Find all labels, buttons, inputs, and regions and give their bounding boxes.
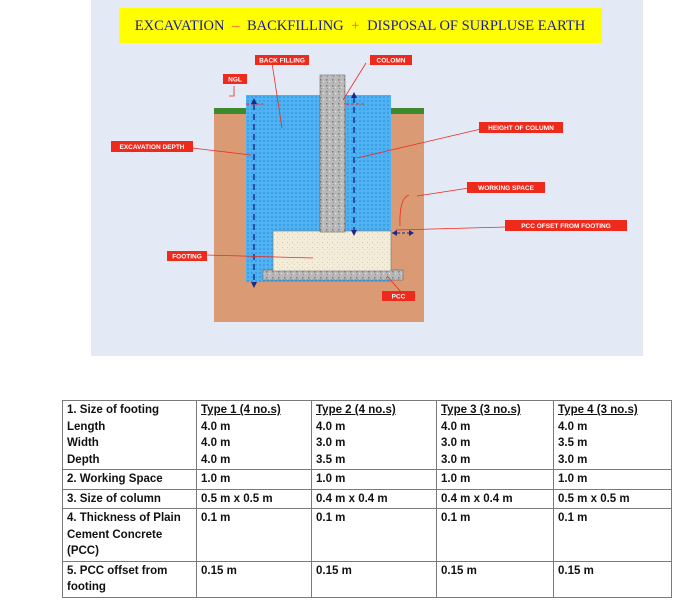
table-cell: 0.1 m <box>554 509 672 562</box>
label-footing <box>167 251 207 261</box>
column <box>320 75 345 232</box>
label-height-of-column <box>479 122 563 133</box>
title-word-excavation: EXCAVATION <box>134 18 225 34</box>
svg-text:EXCAVATION DEPTH: EXCAVATION DEPTH <box>119 144 185 151</box>
type-2-header: Type 2 (4 no.s) <box>316 404 396 416</box>
grass-left <box>214 108 249 114</box>
table-row <box>63 509 672 562</box>
label-pcc <box>382 291 415 301</box>
svg-text:PCC OFSET FROM FOOTING: PCC OFSET FROM FOOTING <box>521 223 611 230</box>
svg-text:COLOMN: COLOMN <box>376 57 406 65</box>
row-label-working-space: 2. Working Space <box>63 470 197 490</box>
label-back-filling <box>255 55 309 65</box>
title-dash: – <box>232 18 240 34</box>
label-ngl <box>223 74 247 84</box>
table-cell: 0.1 m <box>197 509 312 562</box>
table-cell: 0.5 m x 0.5 m <box>197 489 312 509</box>
title-word-backfilling: BACKFILLING <box>246 18 344 34</box>
footing-block <box>273 231 391 271</box>
row-label-pcc-thickness: 4. Thickness of Plain Cement Concrete (PCC) <box>63 509 197 562</box>
table-cell: 0.4 m x 0.4 m <box>312 489 437 509</box>
diagram-title <box>135 18 586 34</box>
table-cell: 0.15 m <box>312 561 437 597</box>
table-cell: 0.15 m <box>554 561 672 597</box>
svg-text:NGL: NGL <box>228 76 242 84</box>
table-row <box>63 561 672 597</box>
table-cell: 0.4 m x 0.4 m <box>437 489 554 509</box>
label-excavation-depth <box>111 141 193 152</box>
table-cell: 1.0 m <box>312 470 437 490</box>
row-label-pcc-offset: 5. PCC offset from footing <box>63 561 197 597</box>
row-label-column-size: 3. Size of column <box>63 489 197 509</box>
label-pcc-offset <box>505 220 627 231</box>
table-cell: 1.0 m <box>437 470 554 490</box>
type-3-header: Type 3 (3 no.s) <box>441 404 521 416</box>
label-column <box>370 55 412 65</box>
table-cell: 1.0 m <box>554 470 672 490</box>
type-1-footing-cell: Type 1 (4 no.s) 4.0 m 4.0 m 4.0 m <box>197 401 312 470</box>
diagram-panel <box>91 0 643 356</box>
type-3-footing-cell: Type 3 (3 no.s) 4.0 m 3.0 m 3.0 m <box>437 401 554 470</box>
table-cell: 1.0 m <box>197 470 312 490</box>
type-4-footing-cell: Type 4 (3 no.s) 4.0 m 3.5 m 3.0 m <box>554 401 672 470</box>
svg-text:WORKING SPACE: WORKING SPACE <box>478 185 534 192</box>
table-cell: 0.15 m <box>197 561 312 597</box>
pcc-base <box>263 270 403 280</box>
row-label-footing-size: 1. Size of footing Length Width Depth <box>63 401 197 470</box>
label-working-space <box>467 182 545 193</box>
title-word-disposal: DISPOSAL OF SURPLUSE EARTH <box>367 18 586 34</box>
excavation-diagram <box>91 0 643 356</box>
table-cell: 0.15 m <box>437 561 554 597</box>
grass-right <box>388 108 424 114</box>
svg-text:BACK FILLING: BACK FILLING <box>259 57 305 65</box>
type-4-header: Type 4 (3 no.s) <box>558 404 638 416</box>
type-1-header: Type 1 (4 no.s) <box>201 404 281 416</box>
table-row <box>63 489 672 509</box>
footing-spec-table <box>62 400 672 598</box>
table-cell: 0.1 m <box>437 509 554 562</box>
svg-text:FOOTING: FOOTING <box>172 253 202 261</box>
type-2-footing-cell: Type 2 (4 no.s) 4.0 m 3.0 m 3.5 m <box>312 401 437 470</box>
table-cell: 0.5 m x 0.5 m <box>554 489 672 509</box>
table-row <box>63 401 672 470</box>
title-plus: + <box>351 18 360 34</box>
svg-text:PCC: PCC <box>391 293 406 301</box>
table-row <box>63 470 672 490</box>
table-cell: 0.1 m <box>312 509 437 562</box>
svg-text:HEIGHT OF COLUMN: HEIGHT OF COLUMN <box>488 125 554 132</box>
